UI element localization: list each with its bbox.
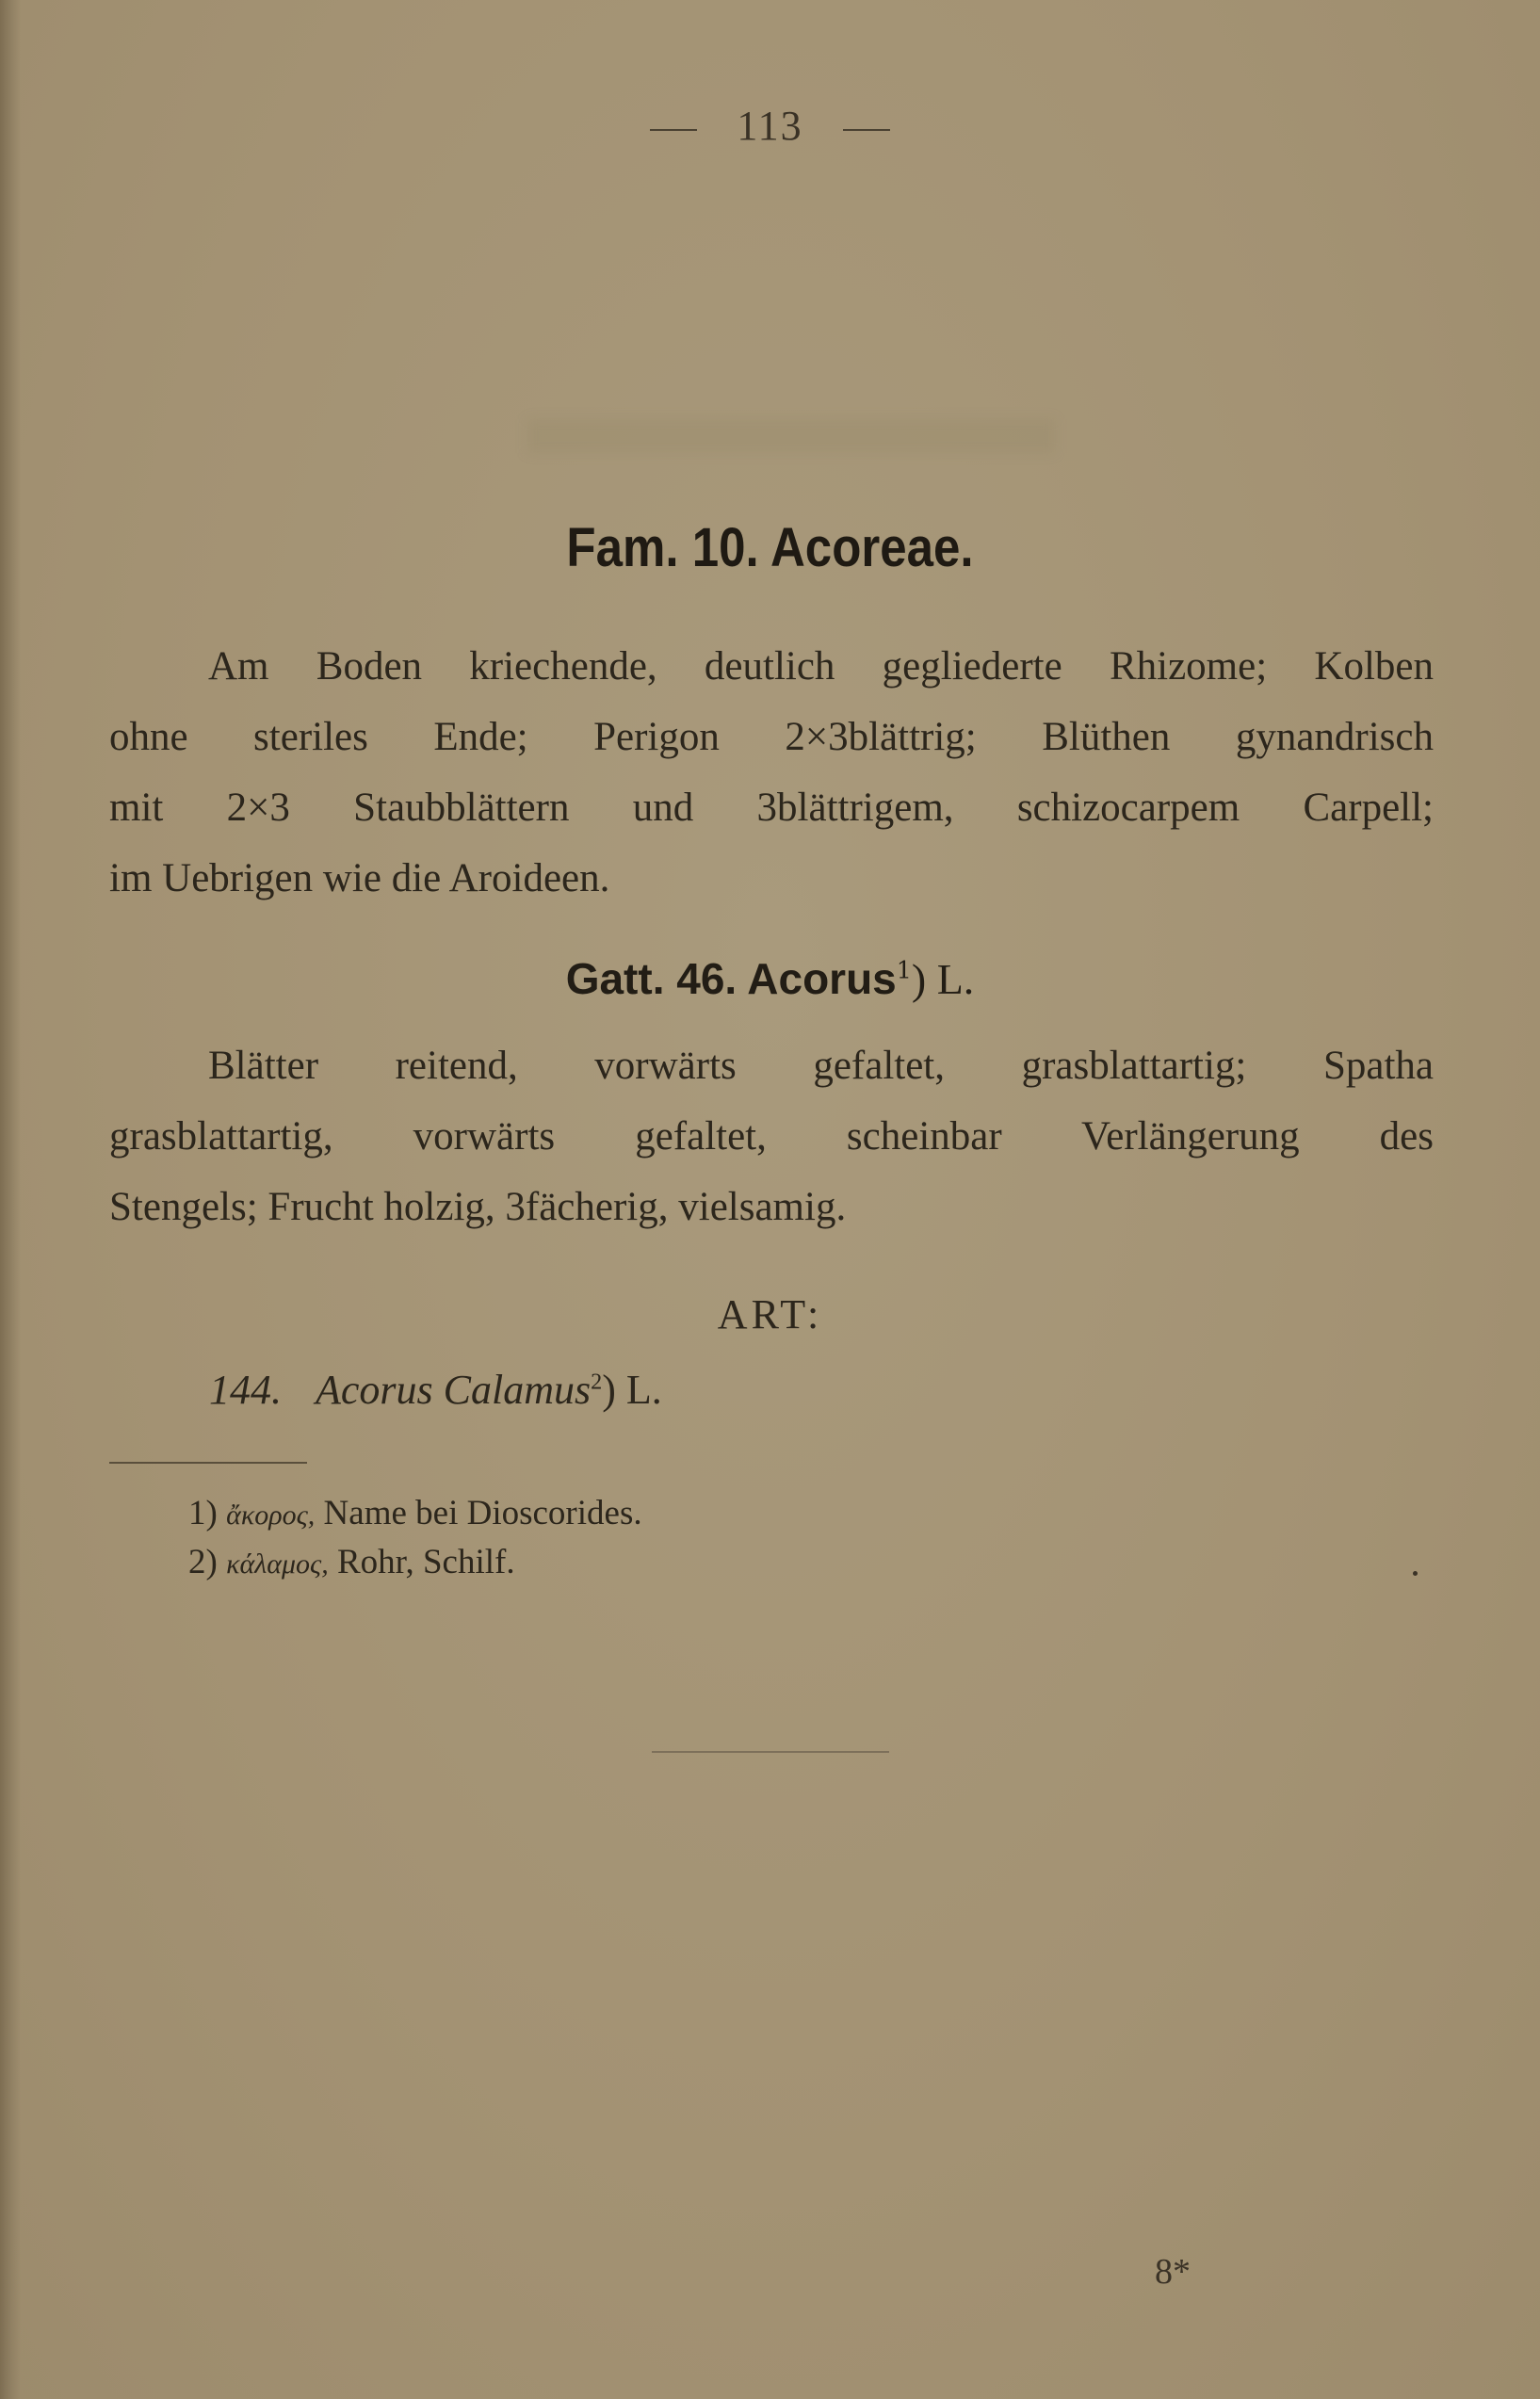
family-heading: Fam. 10. Acoreae. <box>566 517 974 578</box>
genus-author: ) L. <box>911 955 975 1003</box>
footnote <box>188 1542 515 1582</box>
page-number-dash-left <box>650 129 697 131</box>
genus-description <box>109 1030 1434 1242</box>
family-description-line: im Uebrigen wie die Aroideen. <box>109 856 610 900</box>
signature-mark: 8* <box>1155 2252 1191 2292</box>
species-footnote-ref: 2 <box>591 1369 603 1395</box>
end-rule <box>652 1751 889 1753</box>
family-description <box>109 631 1434 914</box>
page-number-dash-right <box>843 129 890 131</box>
footnote-greek: ἄκορος, <box>226 1499 316 1531</box>
page-binding-edge <box>0 0 21 2399</box>
species-number: 144. <box>209 1367 282 1413</box>
genus-description-line: grasblattartig, vorwärts gefaltet, scheinbar Verlängerung des <box>109 1114 1434 1159</box>
family-description-line: Am Boden kriechende, deutlich gegliederte Rhizome; Kolben <box>208 644 1434 689</box>
species-entry <box>209 1366 662 1414</box>
footnote-marker: 1) <box>188 1494 218 1532</box>
footnote-greek: κάλαμος, <box>226 1548 329 1580</box>
page-number-text: 113 <box>737 103 803 149</box>
genus-description-line: Stengels; Frucht holzig, 3fächerig, vielsamig. <box>109 1185 847 1229</box>
genus-heading <box>0 953 1540 1004</box>
genus-heading-label: Gatt. 46. Acorus <box>565 954 897 1003</box>
species-author: ) L. <box>602 1367 662 1413</box>
footnote-text: Name bei Dioscorides. <box>323 1494 642 1532</box>
family-description-line: mit 2×3 Staubblättern und 3blättrigem, schizocarpem Carpell; <box>109 786 1434 830</box>
ink-speck <box>1413 1571 1418 1576</box>
species-heading: ART: <box>717 1291 823 1337</box>
footnote <box>188 1493 642 1533</box>
genus-description-line: Blätter reitend, vorwärts gefaltet, grasblattartig; Spatha <box>208 1044 1434 1088</box>
page-number <box>0 102 1540 150</box>
footnote-text: Rohr, Schilf. <box>336 1543 515 1581</box>
family-description-line: ohne steriles Ende; Perigon 2×3blättrig; Blüthen gynandrisch <box>109 715 1434 759</box>
footnote-marker: 2) <box>188 1543 218 1581</box>
genus-footnote-ref: 1 <box>896 956 912 984</box>
footnote-rule <box>109 1462 307 1464</box>
species-name: Acorus Calamus <box>316 1367 592 1413</box>
bleed-through-shadow <box>527 419 1055 453</box>
